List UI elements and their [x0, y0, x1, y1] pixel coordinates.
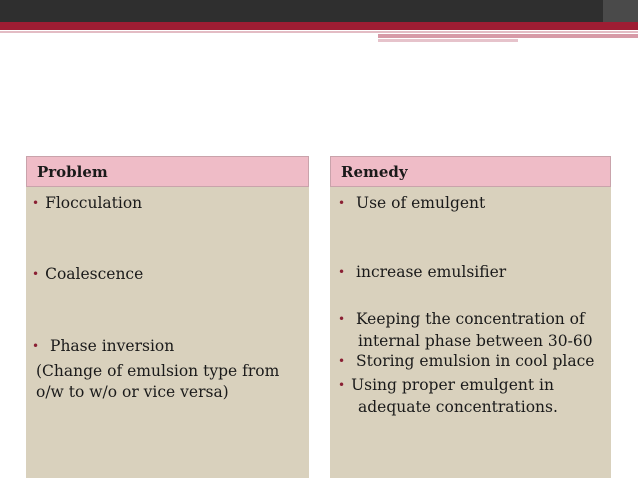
- remedy-item: • Using proper emulgent in adequate concentrations.: [338, 376, 558, 416]
- remedy-item: • Keeping the concentration of internal phase between 30-60: [338, 310, 593, 350]
- decor-line: [378, 34, 638, 38]
- remedy-item: • Use of emulgent: [338, 194, 486, 212]
- decor-line: [0, 31, 638, 33]
- top-bar: [0, 0, 638, 22]
- remedy-item: • increase emulsifier: [338, 263, 507, 281]
- bullet-icon: •: [338, 265, 346, 279]
- red-band: [0, 22, 638, 30]
- problem-item: • Flocculation: [32, 194, 143, 212]
- problem-note: (Change of emulsion type from o/w to w/o or vice versa): [36, 362, 280, 401]
- problem-item: • Phase inversion: [32, 337, 175, 355]
- problem-column: [26, 156, 309, 478]
- bullet-icon: •: [338, 312, 346, 326]
- problem-header: Problem: [26, 156, 309, 187]
- bullet-icon: •: [32, 196, 40, 210]
- problem-item: • Coalescence: [32, 265, 144, 283]
- remedy-header: Remedy: [330, 156, 611, 187]
- top-bar-accent: [603, 0, 638, 22]
- bullet-icon: •: [338, 354, 346, 368]
- decor-line: [378, 39, 518, 42]
- bullet-icon: •: [338, 196, 346, 210]
- bullet-icon: •: [338, 378, 346, 392]
- bullet-icon: •: [32, 339, 40, 353]
- remedy-column: [330, 156, 611, 478]
- remedy-item: • Storing emulsion in cool place: [338, 352, 595, 370]
- bullet-icon: •: [32, 267, 40, 281]
